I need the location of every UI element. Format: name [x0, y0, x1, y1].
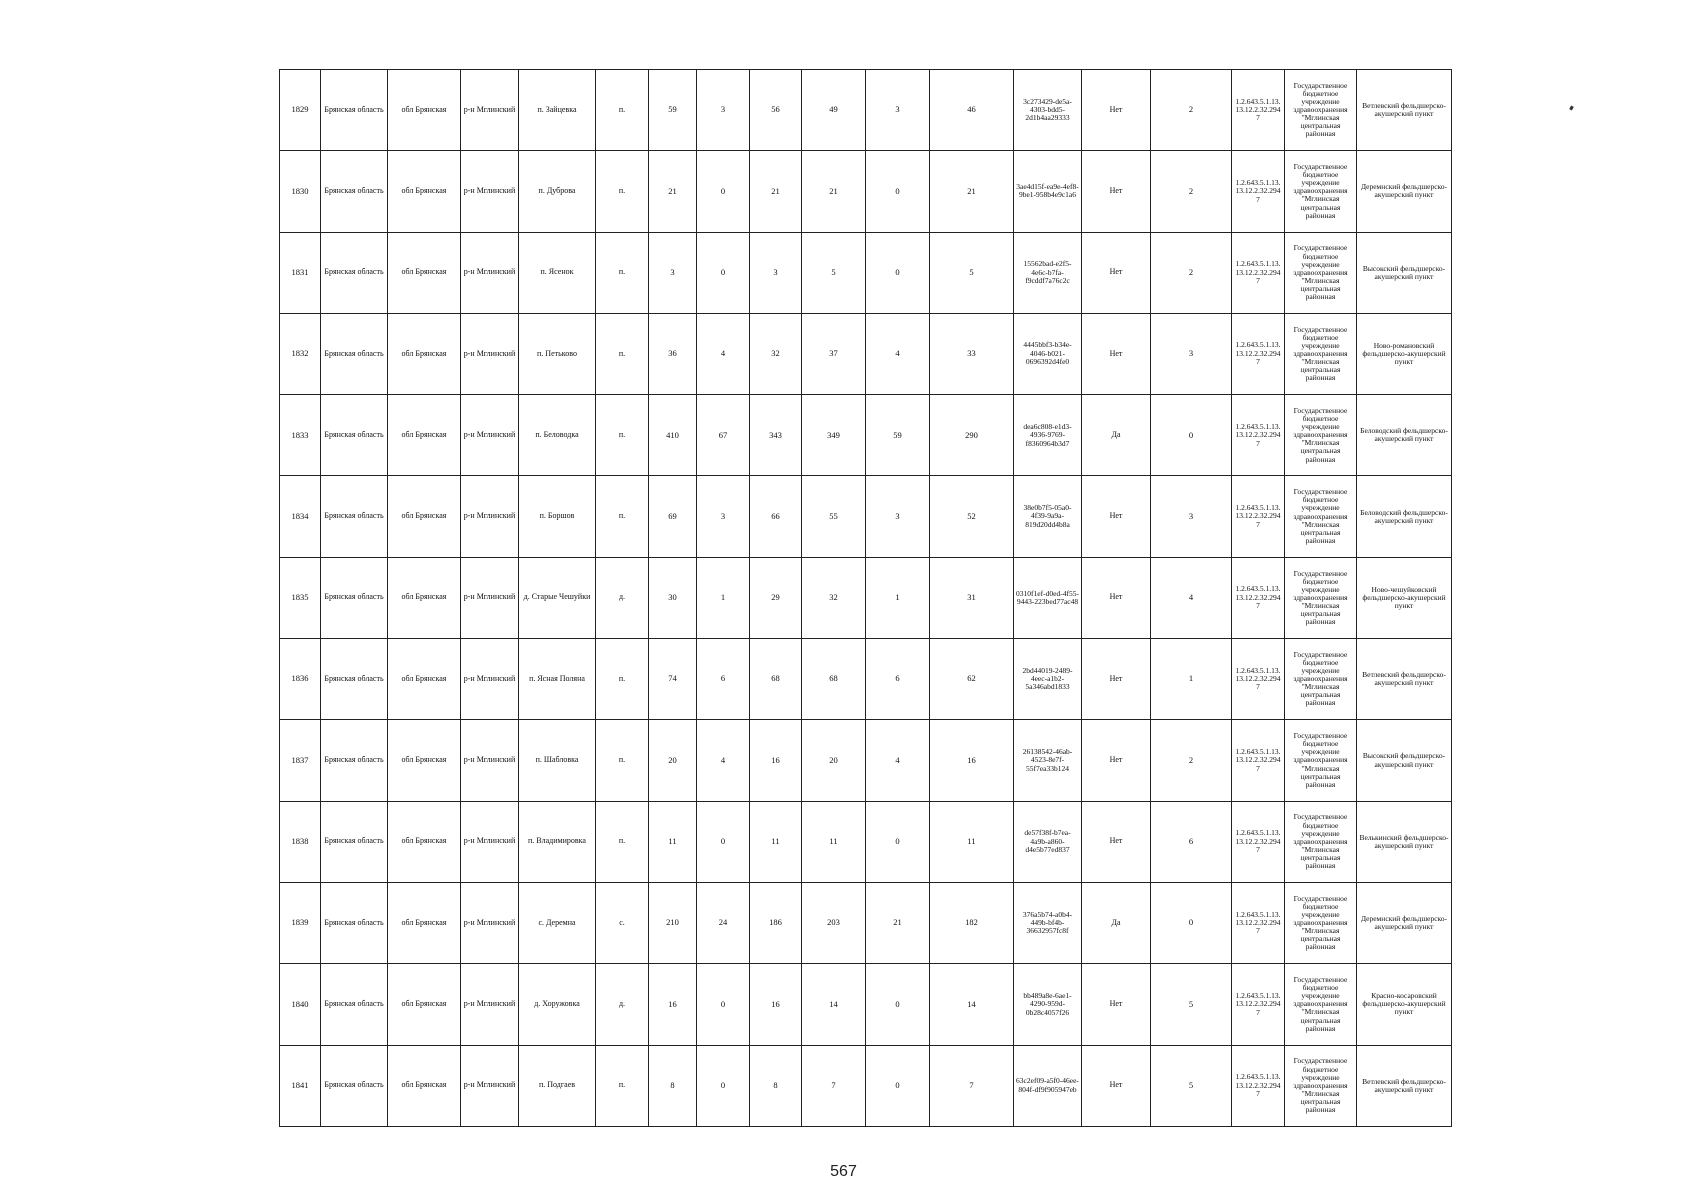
table-row	[280, 1045, 1452, 1126]
region-cell: Брянская область	[321, 313, 388, 394]
institution-cell: Государственное бюджетное учреждение здравоохранения "Мглинская центральная районная	[1285, 964, 1357, 1045]
row-number: 1839	[280, 882, 321, 963]
value-cell-1: 11	[649, 801, 697, 882]
oblast-cell: обл Брянская	[388, 639, 461, 720]
value-cell-5: 0	[866, 964, 930, 1045]
guid-cell: 0310f1ef-d0ed-4f55-9443-223bed77ac48	[1014, 557, 1082, 638]
region-cell: Брянская область	[321, 964, 388, 1045]
value-cell-1: 410	[649, 395, 697, 476]
settlement-type-cell: п.	[596, 801, 649, 882]
fap-cell: Ново-чешуйковский фельдшерско-акушерский пункт	[1357, 557, 1452, 638]
settlement-cell: п. Шабловка	[519, 720, 596, 801]
value-cell-6: 14	[930, 964, 1014, 1045]
fap-cell: Ветлевский фельдшерско-акушерский пункт	[1357, 639, 1452, 720]
value-cell-1: 20	[649, 720, 697, 801]
value-cell-1: 30	[649, 557, 697, 638]
row-number: 1829	[280, 70, 321, 151]
settlement-type-cell: д.	[596, 964, 649, 1045]
institution-cell: Государственное бюджетное учреждение здравоохранения "Мглинская центральная районная	[1285, 801, 1357, 882]
value-cell-5: 4	[866, 313, 930, 394]
value-cell-4: 203	[802, 882, 866, 963]
region-cell: Брянская область	[321, 720, 388, 801]
flag-cell: Да	[1082, 882, 1151, 963]
value-cell-6: 290	[930, 395, 1014, 476]
oid-code-cell: 1.2.643.5.1.13.13.12.2.32.2947	[1232, 882, 1285, 963]
guid-cell: 2bd44019-2489-4eec-a1b2-5a346abd1833	[1014, 639, 1082, 720]
value-cell-3: 21	[750, 151, 802, 232]
fap-cell: Ново-романовский фельдшерско-акушерский пункт	[1357, 313, 1452, 394]
settlement-type-cell: п.	[596, 313, 649, 394]
institution-cell: Государственное бюджетное учреждение здравоохранения "Мглинская центральная районная	[1285, 70, 1357, 151]
row-number: 1836	[280, 639, 321, 720]
table-row	[280, 801, 1452, 882]
value-cell-2: 4	[697, 313, 750, 394]
value-cell-5: 59	[866, 395, 930, 476]
region-cell: Брянская область	[321, 557, 388, 638]
institution-cell: Государственное бюджетное учреждение здравоохранения "Мглинская центральная районная	[1285, 232, 1357, 313]
district-cell: р-н Мглинский	[461, 1045, 519, 1126]
table-row	[280, 557, 1452, 638]
value-cell-3: 68	[750, 639, 802, 720]
count-cell: 3	[1151, 313, 1232, 394]
flag-cell: Нет	[1082, 720, 1151, 801]
district-cell: р-н Мглинский	[461, 720, 519, 801]
flag-cell: Да	[1082, 395, 1151, 476]
fap-cell: Красно-косаровский фельдшерско-акушерский пункт	[1357, 964, 1452, 1045]
value-cell-4: 5	[802, 232, 866, 313]
settlement-type-cell: д.	[596, 557, 649, 638]
flag-cell: Нет	[1082, 313, 1151, 394]
oblast-cell: обл Брянская	[388, 151, 461, 232]
value-cell-2: 4	[697, 720, 750, 801]
district-cell: р-н Мглинский	[461, 557, 519, 638]
value-cell-5: 0	[866, 1045, 930, 1126]
guid-cell: dea6c808-e1d3-4936-9769-f8360964b3d7	[1014, 395, 1082, 476]
page-number: 567	[830, 1163, 857, 1180]
value-cell-5: 3	[866, 70, 930, 151]
institution-cell: Государственное бюджетное учреждение здравоохранения "Мглинская центральная районная	[1285, 557, 1357, 638]
oblast-cell: обл Брянская	[388, 313, 461, 394]
flag-cell: Нет	[1082, 557, 1151, 638]
value-cell-1: 74	[649, 639, 697, 720]
oblast-cell: обл Брянская	[388, 476, 461, 557]
settlement-type-cell: п.	[596, 395, 649, 476]
row-number: 1831	[280, 232, 321, 313]
region-cell: Брянская область	[321, 1045, 388, 1126]
count-cell: 0	[1151, 395, 1232, 476]
settlement-cell: п. Петьково	[519, 313, 596, 394]
oid-code-cell: 1.2.643.5.1.13.13.12.2.32.2947	[1232, 476, 1285, 557]
value-cell-6: 21	[930, 151, 1014, 232]
region-cell: Брянская область	[321, 395, 388, 476]
row-number: 1835	[280, 557, 321, 638]
settlement-cell: д. Старые Чешуйки	[519, 557, 596, 638]
district-cell: р-н Мглинский	[461, 476, 519, 557]
value-cell-2: 0	[697, 151, 750, 232]
count-cell: 2	[1151, 70, 1232, 151]
region-cell: Брянская область	[321, 232, 388, 313]
value-cell-6: 7	[930, 1045, 1014, 1126]
table-row	[280, 882, 1452, 963]
value-cell-5: 4	[866, 720, 930, 801]
count-cell: 5	[1151, 964, 1232, 1045]
flag-cell: Нет	[1082, 232, 1151, 313]
value-cell-2: 0	[697, 964, 750, 1045]
value-cell-4: 21	[802, 151, 866, 232]
value-cell-3: 11	[750, 801, 802, 882]
table-row	[280, 395, 1452, 476]
district-cell: р-н Мглинский	[461, 151, 519, 232]
fap-cell: Деремнский фельдшерско-акушерский пункт	[1357, 882, 1452, 963]
guid-cell: 3c273429-de5a-4303-bdd5-2d1b4aa29333	[1014, 70, 1082, 151]
oblast-cell: обл Брянская	[388, 557, 461, 638]
value-cell-4: 20	[802, 720, 866, 801]
value-cell-1: 36	[649, 313, 697, 394]
district-cell: р-н Мглинский	[461, 70, 519, 151]
fap-cell: Деремнский фельдшерско-акушерский пункт	[1357, 151, 1452, 232]
institution-cell: Государственное бюджетное учреждение здравоохранения "Мглинская центральная районная	[1285, 151, 1357, 232]
guid-cell: de57f38f-b7ea-4a9b-a860-d4e5b77ed837	[1014, 801, 1082, 882]
value-cell-4: 37	[802, 313, 866, 394]
value-cell-5: 1	[866, 557, 930, 638]
table-row	[280, 476, 1452, 557]
value-cell-3: 16	[750, 964, 802, 1045]
value-cell-2: 0	[697, 801, 750, 882]
district-cell: р-н Мглинский	[461, 313, 519, 394]
value-cell-4: 68	[802, 639, 866, 720]
district-cell: р-н Мглинский	[461, 882, 519, 963]
settlements-table	[279, 69, 1452, 1127]
value-cell-1: 69	[649, 476, 697, 557]
guid-cell: 4445bbf3-b34e-4046-b021-0696392d4fe0	[1014, 313, 1082, 394]
oid-code-cell: 1.2.643.5.1.13.13.12.2.32.2947	[1232, 232, 1285, 313]
flag-cell: Нет	[1082, 476, 1151, 557]
value-cell-6: 182	[930, 882, 1014, 963]
value-cell-4: 49	[802, 70, 866, 151]
settlement-cell: д. Хоружовка	[519, 964, 596, 1045]
count-cell: 4	[1151, 557, 1232, 638]
settlement-type-cell: п.	[596, 1045, 649, 1126]
flag-cell: Нет	[1082, 964, 1151, 1045]
value-cell-2: 24	[697, 882, 750, 963]
value-cell-3: 66	[750, 476, 802, 557]
count-cell: 2	[1151, 720, 1232, 801]
oblast-cell: обл Брянская	[388, 395, 461, 476]
value-cell-4: 14	[802, 964, 866, 1045]
value-cell-3: 32	[750, 313, 802, 394]
fap-cell: Высокский фельдшерско-акушерский пункт	[1357, 232, 1452, 313]
value-cell-6: 33	[930, 313, 1014, 394]
table-row	[280, 964, 1452, 1045]
count-cell: 1	[1151, 639, 1232, 720]
value-cell-1: 210	[649, 882, 697, 963]
value-cell-6: 52	[930, 476, 1014, 557]
settlement-cell: п. Ясенок	[519, 232, 596, 313]
settlement-cell: п. Беловодка	[519, 395, 596, 476]
guid-cell: 3ae4d15f-ea9e-4ef8-9be1-958b4e9c1a6	[1014, 151, 1082, 232]
oblast-cell: обл Брянская	[388, 1045, 461, 1126]
settlement-cell: п. Владимировка	[519, 801, 596, 882]
institution-cell: Государственное бюджетное учреждение здравоохранения "Мглинская центральная районная	[1285, 1045, 1357, 1126]
oid-code-cell: 1.2.643.5.1.13.13.12.2.32.2947	[1232, 151, 1285, 232]
guid-cell: 63c2ef09-a5f0-46ee-804f-df9f905947eb	[1014, 1045, 1082, 1126]
region-cell: Брянская область	[321, 70, 388, 151]
value-cell-4: 349	[802, 395, 866, 476]
district-cell: р-н Мглинский	[461, 232, 519, 313]
row-number: 1841	[280, 1045, 321, 1126]
value-cell-2: 3	[697, 70, 750, 151]
value-cell-6: 5	[930, 232, 1014, 313]
value-cell-5: 21	[866, 882, 930, 963]
row-number: 1833	[280, 395, 321, 476]
institution-cell: Государственное бюджетное учреждение здравоохранения "Мглинская центральная районная	[1285, 313, 1357, 394]
settlement-type-cell: п.	[596, 476, 649, 557]
value-cell-1: 8	[649, 1045, 697, 1126]
value-cell-6: 46	[930, 70, 1014, 151]
value-cell-1: 59	[649, 70, 697, 151]
value-cell-5: 0	[866, 801, 930, 882]
flag-cell: Нет	[1082, 151, 1151, 232]
settlement-cell: п. Ясная Поляна	[519, 639, 596, 720]
region-cell: Брянская область	[321, 882, 388, 963]
scan-speck	[1569, 106, 1574, 111]
count-cell: 2	[1151, 232, 1232, 313]
oblast-cell: обл Брянская	[388, 801, 461, 882]
value-cell-1: 3	[649, 232, 697, 313]
district-cell: р-н Мглинский	[461, 964, 519, 1045]
settlement-cell: с. Деремна	[519, 882, 596, 963]
oblast-cell: обл Брянская	[388, 720, 461, 801]
flag-cell: Нет	[1082, 801, 1151, 882]
district-cell: р-н Мглинский	[461, 639, 519, 720]
value-cell-3: 343	[750, 395, 802, 476]
count-cell: 2	[1151, 151, 1232, 232]
value-cell-2: 3	[697, 476, 750, 557]
oid-code-cell: 1.2.643.5.1.13.13.12.2.32.2947	[1232, 720, 1285, 801]
value-cell-2: 1	[697, 557, 750, 638]
settlement-type-cell: п.	[596, 720, 649, 801]
value-cell-1: 21	[649, 151, 697, 232]
oblast-cell: обл Брянская	[388, 882, 461, 963]
guid-cell: 376a5b74-a0b4-449b-bf4b-36632957fc8f	[1014, 882, 1082, 963]
count-cell: 3	[1151, 476, 1232, 557]
value-cell-6: 31	[930, 557, 1014, 638]
institution-cell: Государственное бюджетное учреждение здравоохранения "Мглинская центральная районная	[1285, 720, 1357, 801]
guid-cell: 38e0b7f5-05a0-4f39-9a9a-819d20dd4b8a	[1014, 476, 1082, 557]
oid-code-cell: 1.2.643.5.1.13.13.12.2.32.2947	[1232, 1045, 1285, 1126]
settlement-cell: п. Зайцевка	[519, 70, 596, 151]
value-cell-6: 62	[930, 639, 1014, 720]
region-cell: Брянская область	[321, 476, 388, 557]
oid-code-cell: 1.2.643.5.1.13.13.12.2.32.2947	[1232, 639, 1285, 720]
guid-cell: bb489a8e-6ae1-4290-959d-0b28c4057f26	[1014, 964, 1082, 1045]
value-cell-5: 6	[866, 639, 930, 720]
count-cell: 5	[1151, 1045, 1232, 1126]
oblast-cell: обл Брянская	[388, 964, 461, 1045]
value-cell-4: 7	[802, 1045, 866, 1126]
institution-cell: Государственное бюджетное учреждение здравоохранения "Мглинская центральная районная	[1285, 639, 1357, 720]
settlement-type-cell: п.	[596, 639, 649, 720]
value-cell-5: 0	[866, 151, 930, 232]
row-number: 1834	[280, 476, 321, 557]
district-cell: р-н Мглинский	[461, 395, 519, 476]
value-cell-3: 16	[750, 720, 802, 801]
row-number: 1832	[280, 313, 321, 394]
oid-code-cell: 1.2.643.5.1.13.13.12.2.32.2947	[1232, 395, 1285, 476]
guid-cell: 15562bad-e2f5-4e6c-b7fa-f9cddf7a76c2c	[1014, 232, 1082, 313]
region-cell: Брянская область	[321, 639, 388, 720]
value-cell-4: 32	[802, 557, 866, 638]
fap-cell: Ветлевский фельдшерско-акушерский пункт	[1357, 70, 1452, 151]
settlement-type-cell: п.	[596, 151, 649, 232]
guid-cell: 26138542-46ab-4523-8e7f-55f7ea33b124	[1014, 720, 1082, 801]
value-cell-2: 67	[697, 395, 750, 476]
value-cell-5: 0	[866, 232, 930, 313]
row-number: 1837	[280, 720, 321, 801]
fap-cell: Беловодский фельдшерско-акушерский пункт	[1357, 395, 1452, 476]
institution-cell: Государственное бюджетное учреждение здравоохранения "Мглинская центральная районная	[1285, 395, 1357, 476]
value-cell-3: 3	[750, 232, 802, 313]
flag-cell: Нет	[1082, 639, 1151, 720]
settlement-cell: п. Боршов	[519, 476, 596, 557]
value-cell-3: 186	[750, 882, 802, 963]
institution-cell: Государственное бюджетное учреждение здравоохранения "Мглинская центральная районная	[1285, 476, 1357, 557]
region-cell: Брянская область	[321, 801, 388, 882]
value-cell-1: 16	[649, 964, 697, 1045]
oblast-cell: обл Брянская	[388, 70, 461, 151]
value-cell-3: 56	[750, 70, 802, 151]
settlement-cell: п. Дуброва	[519, 151, 596, 232]
table-row	[280, 720, 1452, 801]
settlement-type-cell: п.	[596, 232, 649, 313]
oid-code-cell: 1.2.643.5.1.13.13.12.2.32.2947	[1232, 70, 1285, 151]
oid-code-cell: 1.2.643.5.1.13.13.12.2.32.2947	[1232, 964, 1285, 1045]
value-cell-6: 16	[930, 720, 1014, 801]
fap-cell: Беловодский фельдшерско-акушерский пункт	[1357, 476, 1452, 557]
row-number: 1838	[280, 801, 321, 882]
table-row	[280, 232, 1452, 313]
oblast-cell: обл Брянская	[388, 232, 461, 313]
oid-code-cell: 1.2.643.5.1.13.13.12.2.32.2947	[1232, 801, 1285, 882]
value-cell-4: 55	[802, 476, 866, 557]
value-cell-2: 6	[697, 639, 750, 720]
count-cell: 6	[1151, 801, 1232, 882]
value-cell-3: 29	[750, 557, 802, 638]
district-cell: р-н Мглинский	[461, 801, 519, 882]
count-cell: 0	[1151, 882, 1232, 963]
row-number: 1840	[280, 964, 321, 1045]
value-cell-5: 3	[866, 476, 930, 557]
oid-code-cell: 1.2.643.5.1.13.13.12.2.32.2947	[1232, 557, 1285, 638]
fap-cell: Высокский фельдшерско-акушерский пункт	[1357, 720, 1452, 801]
fap-cell: Велькинский фельдшерско-акушерский пункт	[1357, 801, 1452, 882]
flag-cell: Нет	[1082, 1045, 1151, 1126]
value-cell-2: 0	[697, 1045, 750, 1126]
value-cell-4: 11	[802, 801, 866, 882]
settlement-cell: п. Подгаев	[519, 1045, 596, 1126]
settlement-type-cell: с.	[596, 882, 649, 963]
value-cell-3: 8	[750, 1045, 802, 1126]
settlement-type-cell: п.	[596, 70, 649, 151]
value-cell-2: 0	[697, 232, 750, 313]
table-row	[280, 70, 1452, 151]
institution-cell: Государственное бюджетное учреждение здравоохранения "Мглинская центральная районная	[1285, 882, 1357, 963]
row-number: 1830	[280, 151, 321, 232]
table-row	[280, 313, 1452, 394]
flag-cell: Нет	[1082, 70, 1151, 151]
region-cell: Брянская область	[321, 151, 388, 232]
table-row	[280, 639, 1452, 720]
value-cell-6: 11	[930, 801, 1014, 882]
oid-code-cell: 1.2.643.5.1.13.13.12.2.32.2947	[1232, 313, 1285, 394]
fap-cell: Ветлевский фельдшерско-акушерский пункт	[1357, 1045, 1452, 1126]
table-row	[280, 151, 1452, 232]
